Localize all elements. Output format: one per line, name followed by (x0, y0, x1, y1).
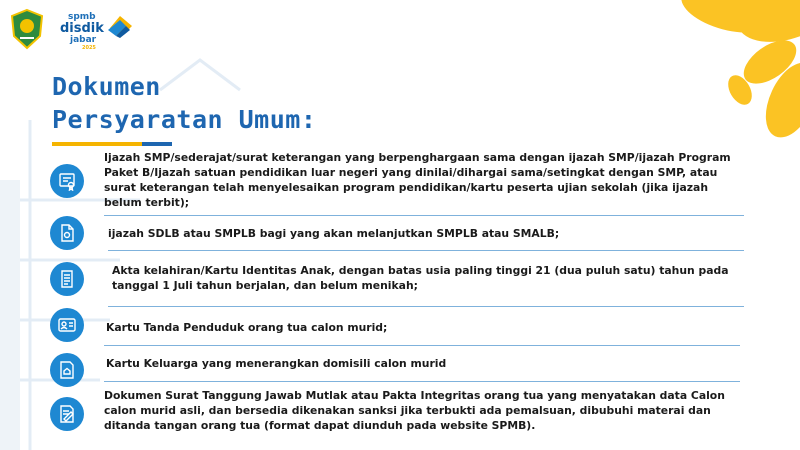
certificate-document-icon (50, 262, 84, 296)
requirement-item-1: Ijazah SMP/sederajat/surat keterangan yang berpenghargaan sama dengan ijazah SMP/ijazah Program Paket B/Ijazah satuan pendidikan luar negeri yang dinilai/dihargai sama/setingkat dengan SMP, atau surat keterangan telah menyelesaikan program pendidikan/kartu peserta ujian sekolah (jika ijazah belum terbit); (104, 151, 731, 209)
divider-4 (104, 345, 740, 346)
divider-3 (108, 306, 744, 307)
family-card-icon (50, 353, 84, 387)
requirement-item-5: Kartu Keluarga yang menerangkan domisili calon murid (106, 357, 447, 370)
logo-line2: disdik (60, 21, 104, 36)
title-underline-accent (142, 142, 172, 146)
title-line2: Persyaratan Umum: (52, 105, 317, 134)
requirement-item-2: ijazah SDLB atau SMPLB bagi yang akan melanjutkan SMPLB atau SMALB; (108, 227, 560, 240)
divider-5 (104, 381, 740, 382)
requirement-item-6: Dokumen Surat Tanggung Jawab Mutlak atau Pakta Integritas orang tua yang menyatakan data Calon calon murid asli, dan bersedia dikenakan sanksi jika terbukti ada pemalsuan, dibubuhi materai dan ditanda tangan orang tua (format dapat diunduh pada website SPMB). (104, 389, 725, 432)
divider-2 (108, 250, 744, 251)
logo-year: 2025 (82, 45, 96, 51)
id-card-icon (50, 308, 84, 342)
certificate-icon (50, 164, 84, 198)
spmb-logo-mark-icon (106, 14, 134, 40)
page-title (52, 70, 316, 136)
requirement-item-4: Kartu Tanda Penduduk orang tua calon murid; (106, 321, 388, 334)
signed-document-icon (50, 397, 84, 431)
spmb-logo (54, 6, 134, 52)
divider-1 (104, 215, 744, 216)
requirement-item-3: Akta kelahiran/Kartu Identitas Anak, dengan batas usia paling tinggi 21 (dua puluh satu) tahun pada tanggal 1 Juli tahun berjalan, dan belum menikah; (112, 264, 729, 292)
header-logos (8, 6, 134, 52)
document-icon (50, 216, 84, 250)
logo-line1: spmb (68, 12, 96, 22)
logo-line3: jabar (70, 35, 97, 45)
title-line1: Dokumen (52, 72, 161, 101)
title-underline (52, 142, 142, 146)
west-java-crest-icon (8, 8, 46, 50)
